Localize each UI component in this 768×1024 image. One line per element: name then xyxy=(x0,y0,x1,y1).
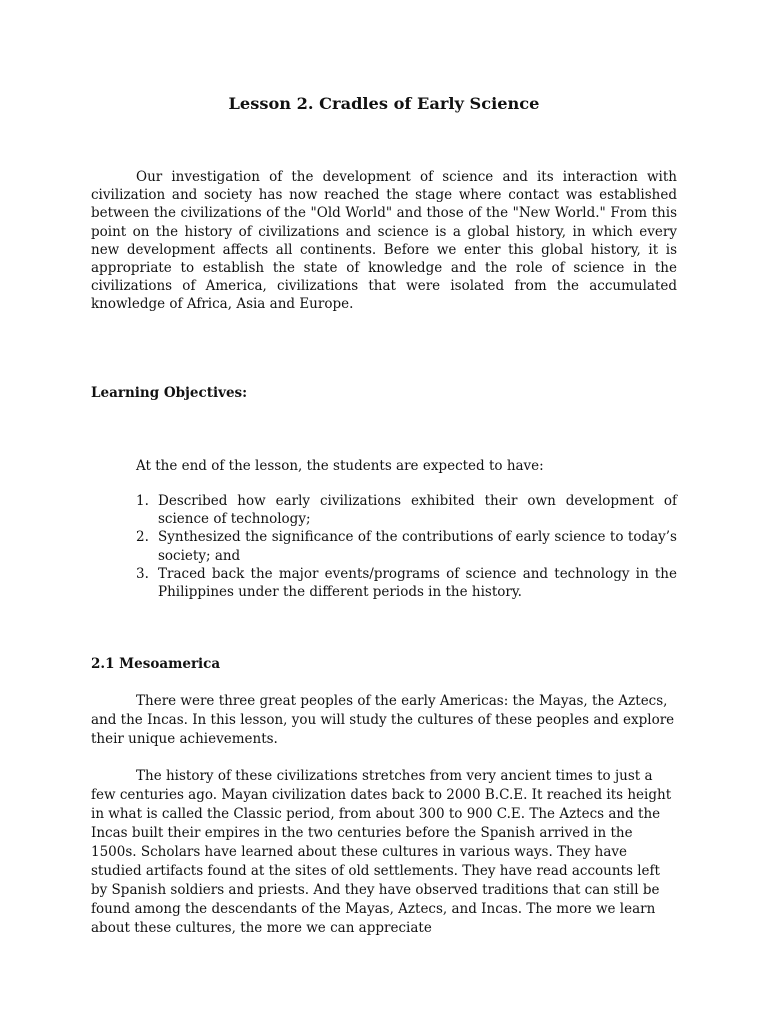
objective-number: 3. xyxy=(136,565,149,582)
section-heading-mesoamerica: 2.1 Mesoamerica xyxy=(91,656,221,672)
objective-text: Synthesized the significance of the contributions of early science to today’s society; and xyxy=(158,529,677,564)
section-paragraph: There were three great peoples of the early Americas: the Mayas, the Aztecs, and the Incas. In this lesson, you will study the cultures of these peoples and explore their unique achievements. xyxy=(91,693,675,747)
lesson-title: Lesson 2. Cradles of Early Science xyxy=(228,94,540,113)
learning-objectives-heading: Learning Objectives: xyxy=(91,385,248,401)
objective-text: Traced back the major events/programs of science and technology in the Philippines under the different periods in the history. xyxy=(158,565,677,601)
intro-paragraph: Our investigation of the development of science and its interaction with civilization and society has now reached the stage where contact was established between the civilizations of the "Old World" and those of the "New World." From this point on the history of civilizations and science is a global history, in which every new development affects all continents. Before we enter this global history, it is appropriate to establish the state of knowledge and the role of science in the civilizations of America, civilizations that were isolated from the accumulated knowledge of Africa, Asia and Europe. xyxy=(91,169,677,313)
objective-number: 1. xyxy=(136,493,149,509)
objective-item xyxy=(136,528,677,564)
objective-item xyxy=(136,492,677,528)
objectives-list xyxy=(136,492,677,601)
objective-item xyxy=(136,565,677,601)
section-paragraph: The history of these civilizations stretches from very ancient times to just a few centuries ago. Mayan civilization dates back to 2000 B.C.E. It reached its height in what is called the Classic period, from about 300 to 900 C.E. The Aztecs and the Incas built their empires in the two centuries before the Spanish arrived in the 1500s. Scholars have learned about these cultures in various ways. They have studied artifacts found at the sites of old settlements. They have read accounts left by Spanish soldiers and priests. And they have observed traditions that can still be found among the descendants of the Mayas, Aztecs, and Incas. The more we learn about these cultures, the more we can appreciate xyxy=(91,768,672,936)
objective-number: 2. xyxy=(136,529,149,546)
objective-text: Described how early civilizations exhibited their own development of science of technology; xyxy=(158,493,677,528)
objectives-lead: At the end of the lesson, the students are expected to have: xyxy=(136,458,544,474)
